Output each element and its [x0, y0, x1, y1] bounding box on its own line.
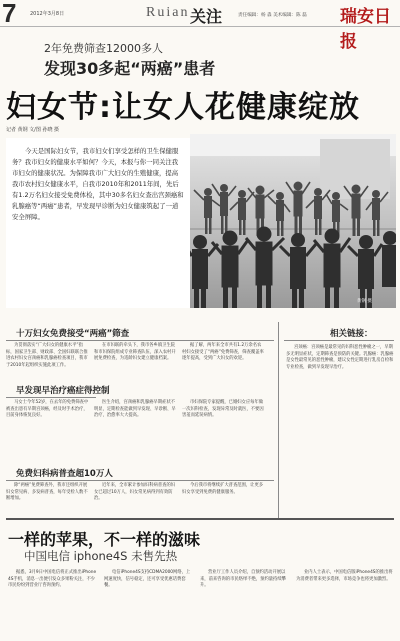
dance-photo-graphic — [190, 134, 396, 308]
ad-subtitle: 中国电信 iphone4S 未售先热 — [24, 549, 178, 563]
ad-title: 一样的苹果，不一样的滋味 — [8, 530, 201, 549]
sidebar-heading: 相关链接： — [330, 329, 373, 339]
lead-paragraph: 今天是国际妇女节，我市妇女们享受怎样的卫生保健服务？我市妇女的健康水平如何？今天，本报与你一同关注我市妇女的健康状况。为保障我市广大妇女的生殖健康，提高我市农村妇女健康水平，自我市2010年和2011年间，先后有1.2万名妇女接受免费体检，其中30多名妇女查出宫颈癌和乳腺癌等“两癌”患者，早发现早诊断为妇女健康筑起了一道安全屏障。 — [12, 147, 184, 221]
section-1-column-1: 为贯彻落实“广大妇女的健康水平”指标，国家卫生部、财政部、全国妇联联合推进农村妇女宫颈癌和乳腺癌检查项目，我市于2010年起组织实施此项工作。 — [6, 343, 88, 368]
section-1-column-3: 据了解，两年来全市共有1.2万余名农村妇女接受了“两癌”免费筛查，筛查覆盖率逐年提高，受到广大妇女的欢迎。 — [182, 343, 264, 361]
story-kicker: 2年免费筛查12000多人 — [44, 42, 163, 55]
section-rule-1 — [6, 340, 274, 341]
sidebar-divider — [278, 322, 279, 518]
newspaper-logo: 瑞安日报 — [340, 7, 391, 52]
photo-credit: 黄钢 摄 — [357, 299, 372, 304]
dance-photo — [190, 134, 396, 308]
section-rule-2 — [6, 397, 96, 398]
section-2-column-1: 马女士今年52岁，在去年的免费筛查中被查出患有早期宫颈癌，经及时手术治疗，目前身体恢复良好。 — [6, 400, 89, 418]
page-number: 7 — [2, 0, 17, 28]
section-heading-2: 早发现早治疗癌症得控制 — [16, 386, 110, 396]
section-3-column-3: 今后我市将继续扩大普查范围，让更多妇女享受到免费的健康服务。 — [182, 483, 264, 495]
ruian-wordmark: Ruian — [146, 5, 190, 20]
story-byline: 记者 黄钢 文/图 孙晓 摄 — [6, 127, 60, 133]
story-headline: 妇女节:让女人花健康绽放 — [6, 90, 360, 125]
section-2-column-3: 市妇保院专家提醒，已婚妇女应每年做一次妇科检查，发现异常及时就医，不要因害羞而延误病情。 — [182, 400, 264, 418]
sidebar-rule — [284, 340, 394, 341]
ad-column-4: 业内人士表示，中国电信版iPhone4S的推出将为消费者带来更多选择，市场竞争也将更加激烈。 — [296, 570, 393, 582]
section-title: 关注 — [190, 7, 223, 26]
bottom-ad-rule — [6, 518, 394, 520]
sidebar-text: 宫颈癌：宫颈癌是最常见的妇科恶性肿瘤之一，早期多无明显症状，定期筛查是预防的关键。乳腺癌：乳腺癌是女性最常见的恶性肿瘤，建议女性定期进行乳房自检和专业检查，做到早发现早治疗。 — [286, 345, 394, 370]
issue-date: 2012年3月8日 — [30, 11, 65, 17]
section-heading-3: 免费妇科病普查超10万人 — [16, 469, 113, 479]
section-heading-1: 十万妇女免费接受“两癌”筛查 — [16, 329, 130, 339]
section-3-column-1: 除“两癌”免费筛查外，我市还组织开展妇女常见病、多发病普查，每年受检人数不断增加。 — [6, 483, 88, 501]
story-subhead: 发现30多起“两癌”患者 — [44, 59, 216, 78]
section-3-column-2: 近年来，全市累计参加妇科病普查的妇女已超过10万人，妇女常见病得到有效防治。 — [94, 483, 176, 501]
ad-column-2: 电信iPhone4S支持CDMA2000网络，上网速度快，信号稳定，还可享受优惠话费套餐。 — [104, 570, 191, 588]
section-2-column-2: 医生介绍，宫颈癌和乳腺癌早期症状不明显，定期检查能做到早发现、早诊断、早治疗，治愈率大大提高。 — [94, 400, 176, 418]
editor-credits: 责任编辑：杨 淼 美术编辑：陈 磊 — [238, 13, 307, 18]
section-1-column-2: 在市妇联的牵头下，我市各乡镇卫生院和市妇保院组成专业筛查队伍，深入农村开展免费检查，为适龄妇女建立健康档案。 — [94, 343, 176, 361]
ad-column-1: 据悉，3月9日中国电信将正式推出iPhone4S手机，消息一出便引发众多果粉关注，不少市民纷纷到营业厅咨询预约。 — [8, 570, 97, 588]
ad-column-3: 营业厅工作人员介绍，自预约活动开展以来，前来咨询的市民络绎不绝，预约量持续攀升。 — [200, 570, 286, 588]
section-rule-3 — [6, 480, 274, 481]
